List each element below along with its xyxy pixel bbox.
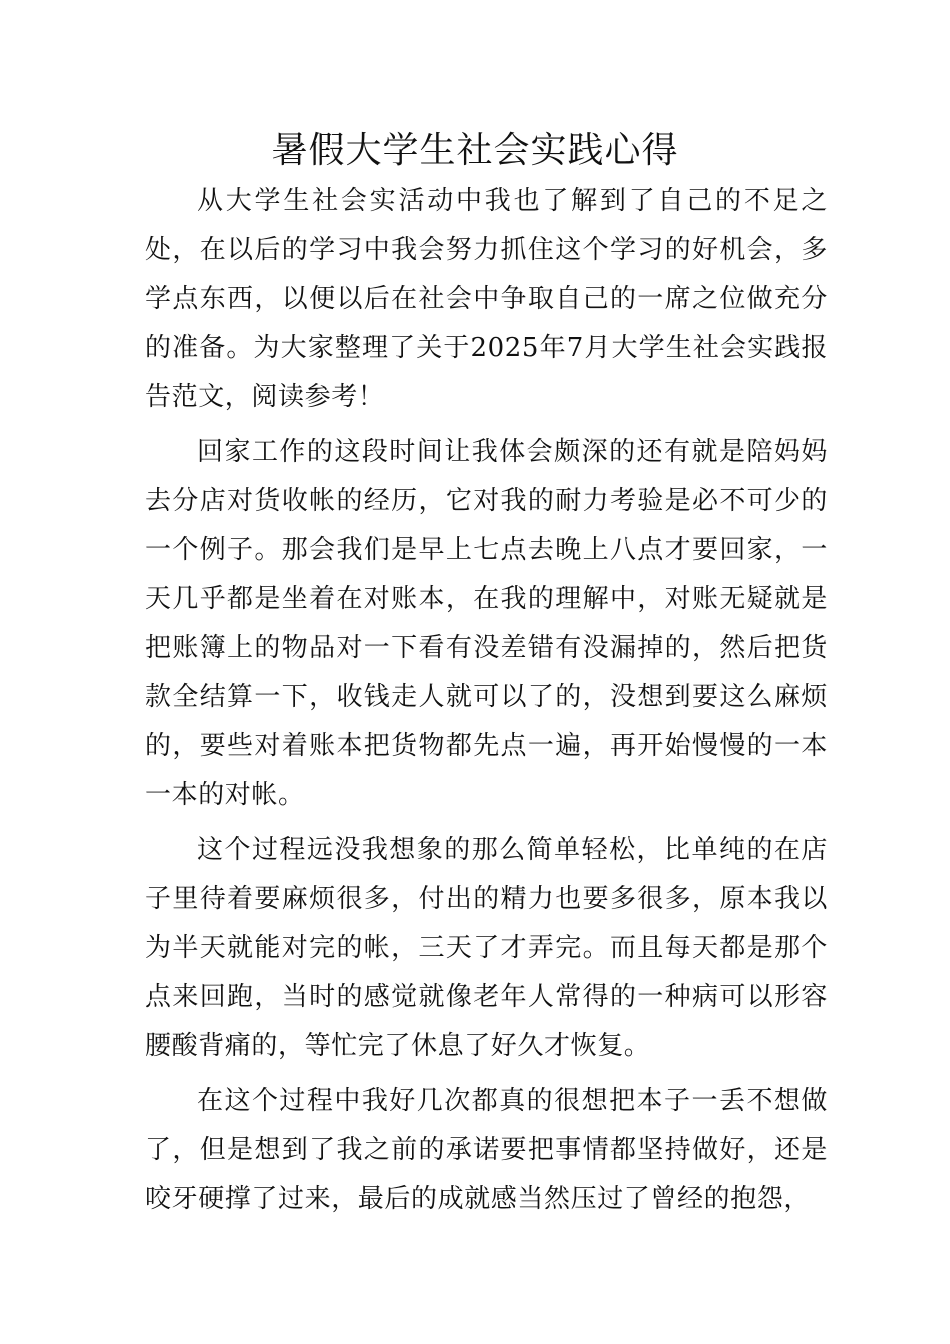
paragraph-4: 在这个过程中我好几次都真的很想把本子一丢不想做了，但是想到了我之前的承诺要把事情都坚持做好，还是咬牙硬撑了过来，最后的成就感当然压过了曾经的抱怨， xyxy=(145,1086,828,1214)
document-title: 暑假大学生社会实践心得 xyxy=(271,130,679,171)
paragraph-3: 这个过程远没我想象的那么简单轻松，比单纯的在店子里待着要麻烦很多，付出的精力也要多很多，原本我以为半天就能对完的帐，三天了才弄完。而且每天都是那个点来回跑，当时的感觉就像老年人常得的一种病可以形容腰酸背痛的，等忙完了休息了好久才恢复。 xyxy=(145,835,828,1061)
document-body xyxy=(145,177,828,1230)
paragraph-1: 从大学生社会实活动中我也了解到了自己的不足之处，在以后的学习中我会努力抓住这个学习的好机会，多学点东西，以便以后在社会中争取自己的一席之位做充分的准备。为大家整理了关于2025年7月大学生社会实践报告范文，阅读参考！ xyxy=(145,186,828,412)
paragraph-2: 回家工作的这段时间让我体会颇深的还有就是陪妈妈去分店对货收帐的经历，它对我的耐力考验是必不可少的一个例子。那会我们是早上七点去晚上八点才要回家，一天几乎都是坐着在对账本，在我的理解中，对账无疑就是把账簿上的物品对一下看有没差错有没漏掉的，然后把货款全结算一下，收钱走人就可以了的，没想到要这么麻烦的，要些对着账本把货物都先点一遍，再开始慢慢的一本一本的对帐。 xyxy=(145,437,828,810)
